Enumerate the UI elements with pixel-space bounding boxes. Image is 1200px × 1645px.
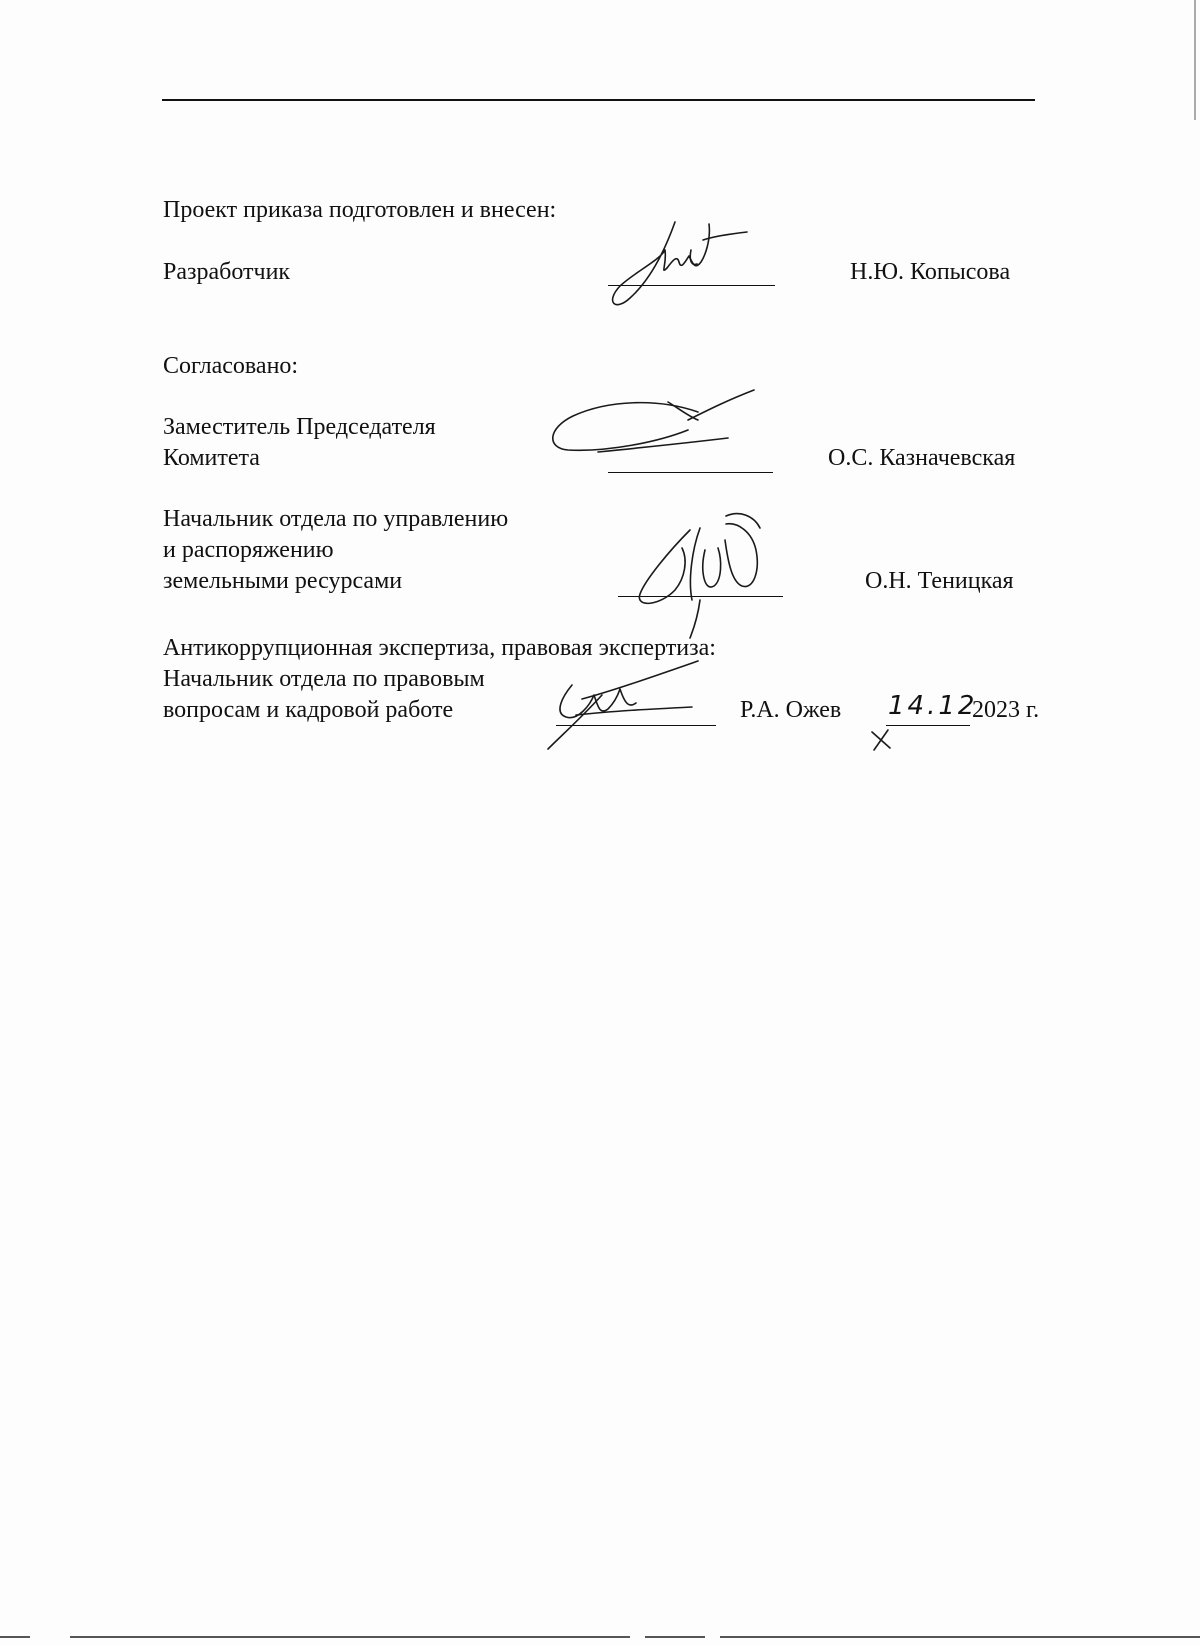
intro-text: Проект приказа подготовлен и внесен: — [163, 197, 557, 223]
scan-artifact-line — [720, 1636, 1200, 1638]
signatory-1-name: О.С. Казначевская — [828, 445, 1016, 471]
scan-artifact-line — [1194, 0, 1196, 120]
developer-role: Разработчик — [163, 259, 291, 285]
expertise-role-line-1: Начальник отдела по правовым — [163, 666, 485, 692]
expertise-role-line-2: вопросам и кадровой работе — [163, 697, 454, 723]
signatory-2-role-line-3: земельными ресурсами — [163, 568, 403, 594]
signatory-2-role-line-2: и распоряжению — [163, 537, 334, 563]
expertise-signature — [542, 655, 722, 755]
agreed-heading: Согласовано: — [163, 353, 299, 379]
top-rule — [162, 99, 1035, 101]
expertise-name: Р.А. Ожев — [740, 697, 842, 723]
date-cross-mark — [870, 728, 894, 752]
date-suffix: 2023 г. — [972, 697, 1040, 723]
expertise-heading: Антикоррупционная экспертиза, правовая экспертиза: — [163, 635, 716, 661]
scan-artifact-line — [70, 1636, 630, 1638]
scan-artifact-line — [0, 1636, 30, 1638]
signatory-1-role-line-2: Комитета — [163, 445, 260, 471]
signatory-2-signature — [630, 510, 780, 640]
signatory-1-signature — [548, 390, 768, 480]
scan-artifact-line — [645, 1636, 705, 1638]
developer-name: Н.Ю. Копысова — [850, 259, 1011, 285]
signatory-2-role-line-1: Начальник отдела по управлению — [163, 506, 509, 532]
signatory-2-name: О.Н. Теницкая — [865, 568, 1014, 594]
date-handwritten: 14.12 — [888, 691, 978, 721]
signatory-1-role-line-1: Заместитель Председателя — [163, 414, 436, 440]
developer-signature — [605, 220, 765, 320]
date-underline — [886, 725, 970, 726]
